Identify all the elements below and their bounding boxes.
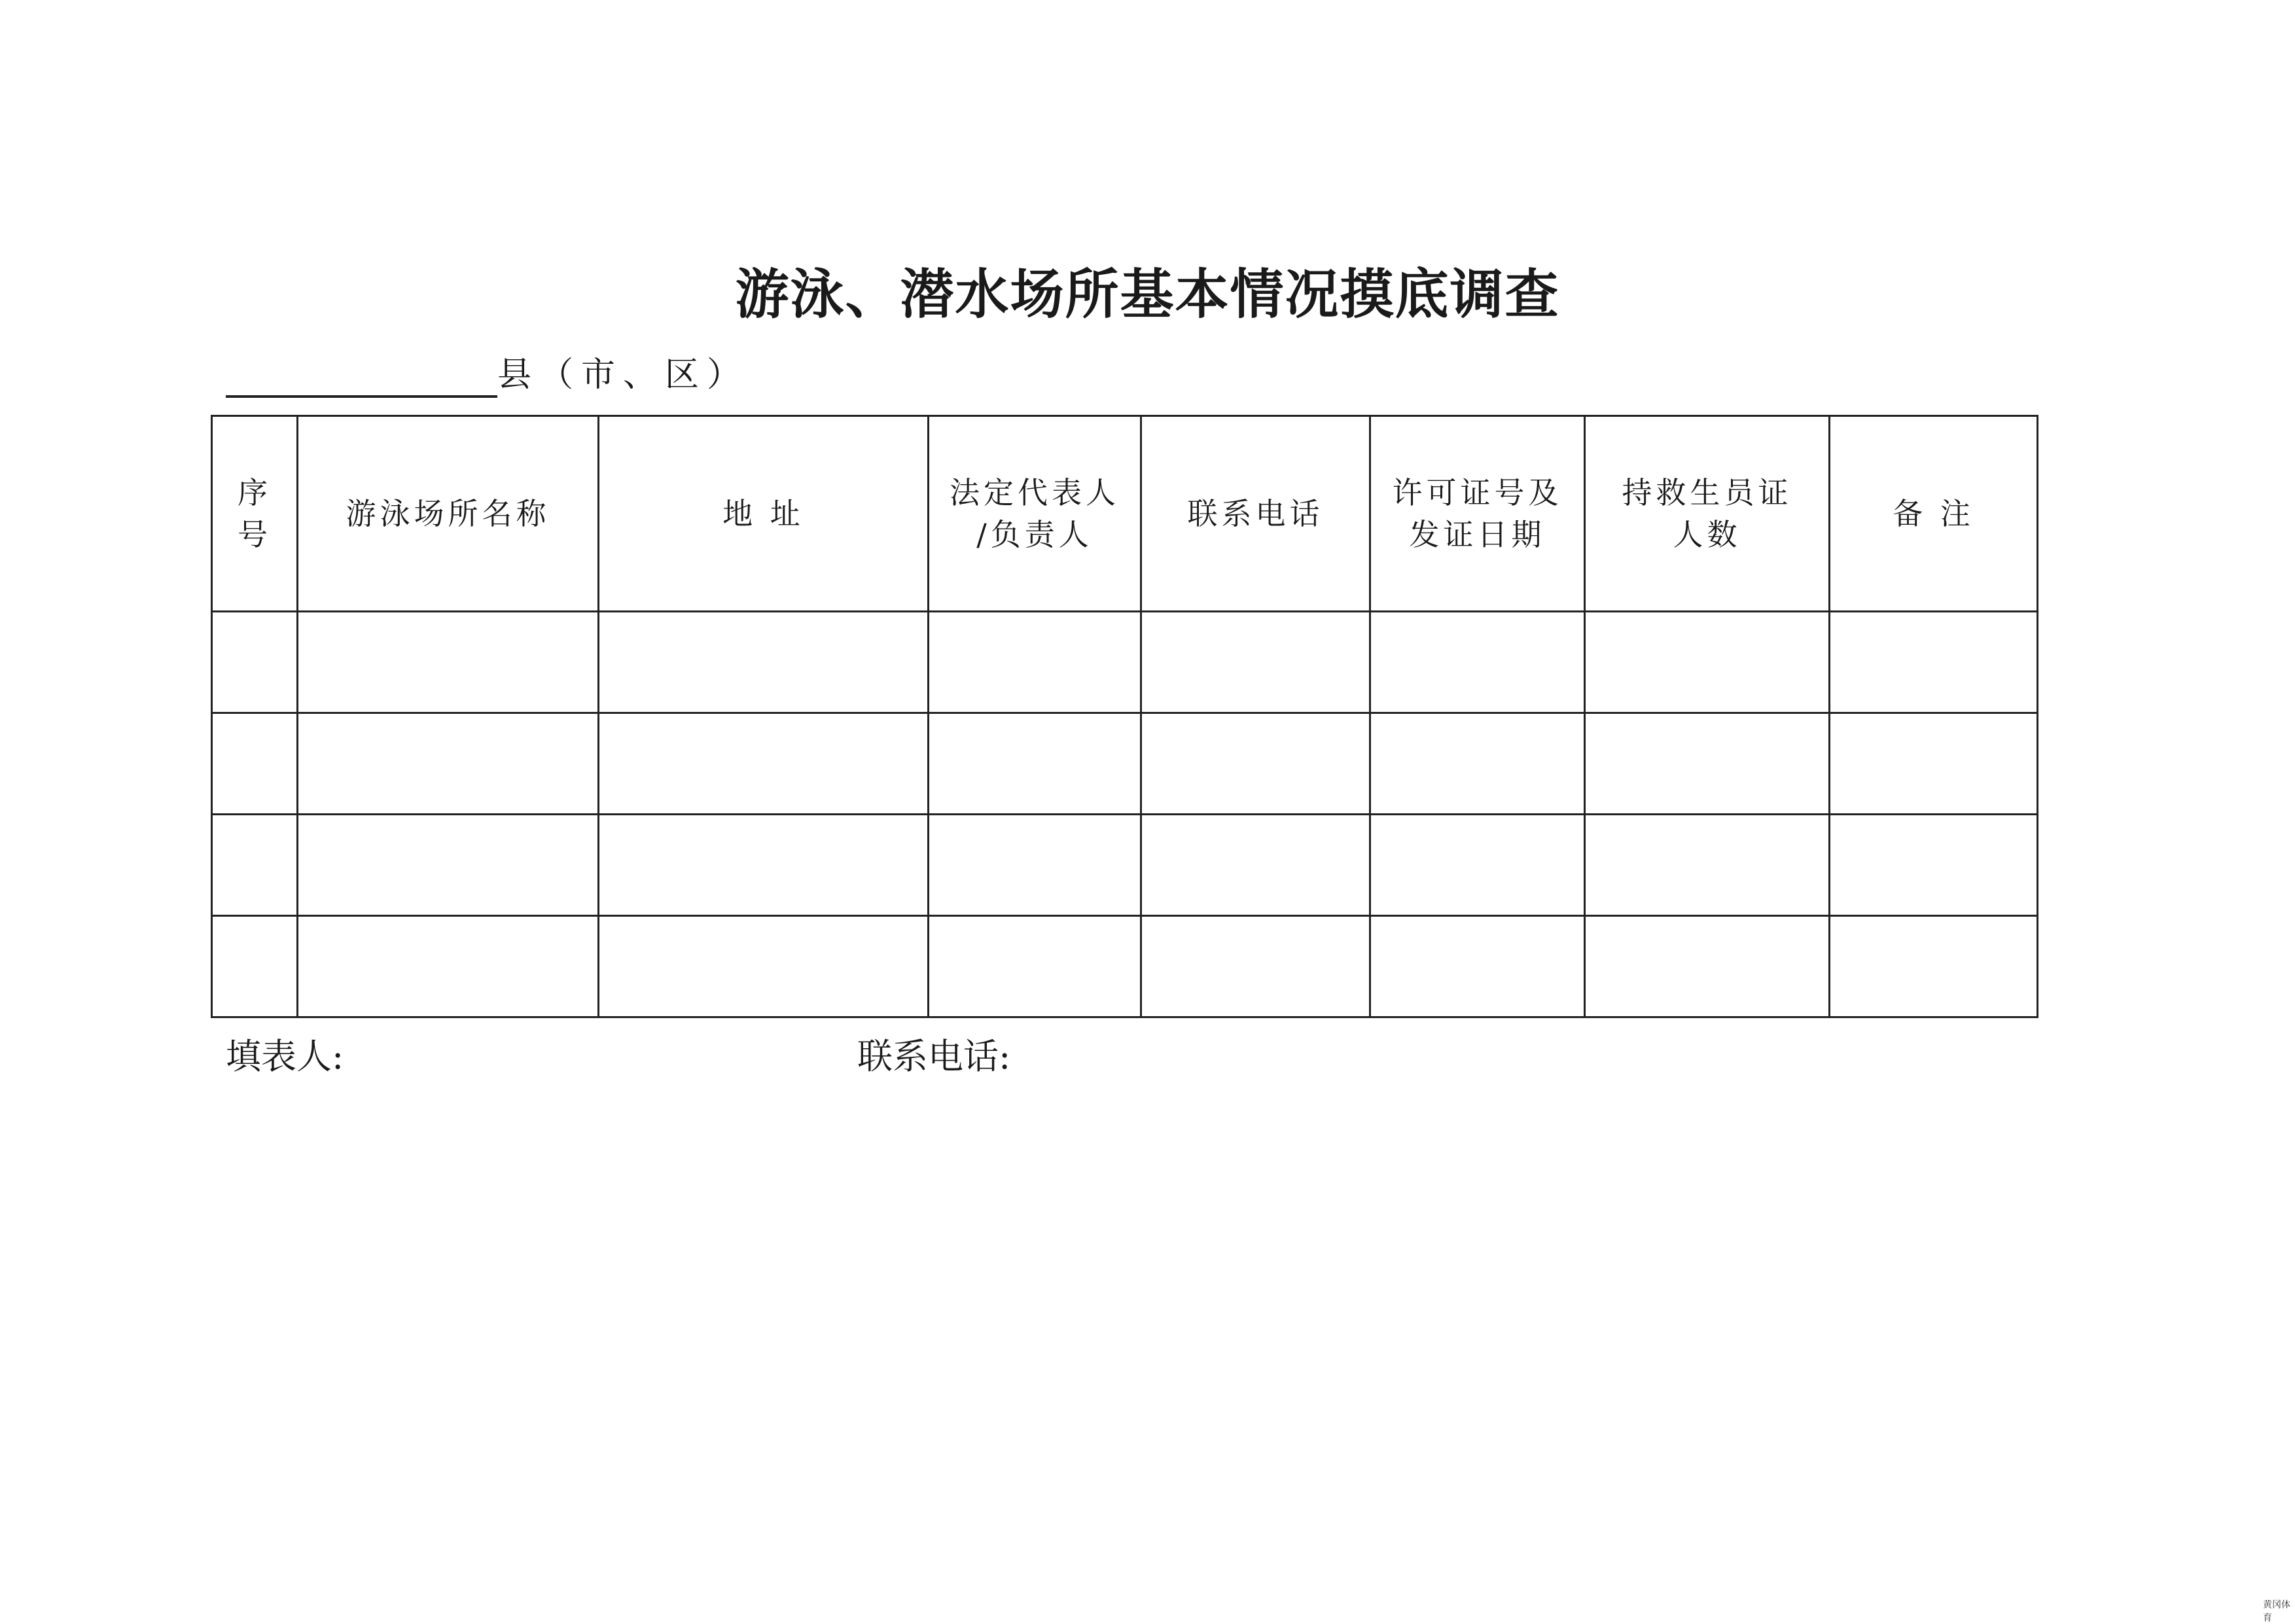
cell-license[interactable]	[1370, 713, 1585, 815]
cell-phone[interactable]	[1141, 815, 1370, 916]
table-row	[212, 612, 2038, 713]
survey-table	[211, 415, 2038, 1018]
county-blank-field[interactable]	[226, 357, 497, 398]
cell-legal-rep[interactable]	[929, 916, 1141, 1017]
table-row	[212, 916, 2038, 1017]
cell-venue-name[interactable]	[298, 713, 599, 815]
cell-venue-name[interactable]	[298, 916, 599, 1017]
cell-seq[interactable]	[212, 815, 298, 916]
corner-watermark: 黄冈体育	[2263, 1600, 2290, 1623]
header-lifeguard-line1: 持救生员证	[1622, 475, 1792, 510]
cell-phone[interactable]	[1141, 713, 1370, 815]
filler-phone-label: 联系电话:	[857, 1036, 1011, 1077]
header-legal-rep	[929, 416, 1141, 612]
cell-venue-name[interactable]	[298, 612, 599, 713]
cell-legal-rep[interactable]	[929, 713, 1141, 815]
cell-remarks[interactable]	[1830, 916, 2038, 1017]
cell-remarks[interactable]	[1830, 612, 2038, 713]
filler-label: 填表人:	[226, 1036, 344, 1077]
header-legal-rep-line2: /负责人	[976, 517, 1093, 552]
page-title: 游泳、潜水场所基本情况摸底调查	[735, 263, 1560, 326]
header-venue-name: 游泳场所名称	[298, 416, 599, 612]
cell-address[interactable]	[599, 713, 929, 815]
cell-remarks[interactable]	[1830, 815, 2038, 916]
cell-legal-rep[interactable]	[929, 612, 1141, 713]
cell-license[interactable]	[1370, 916, 1585, 1017]
header-row	[212, 416, 2038, 612]
cell-lifeguard-count[interactable]	[1585, 612, 1830, 713]
header-seq	[212, 416, 298, 612]
cell-license[interactable]	[1370, 612, 1585, 713]
cell-license[interactable]	[1370, 815, 1585, 916]
header-license-line2: 发证日期	[1409, 517, 1546, 552]
table-row	[212, 713, 2038, 815]
cell-seq[interactable]	[212, 916, 298, 1017]
header-seq-line2: 号	[238, 517, 272, 552]
header-lifeguard-count	[1585, 416, 1830, 612]
cell-address[interactable]	[599, 612, 929, 713]
cell-lifeguard-count[interactable]	[1585, 815, 1830, 916]
header-seq-line1: 序	[238, 475, 272, 510]
header-lifeguard-line2: 人数	[1673, 517, 1741, 552]
cell-lifeguard-count[interactable]	[1585, 916, 1830, 1017]
cell-lifeguard-count[interactable]	[1585, 713, 1830, 815]
cell-seq[interactable]	[212, 713, 298, 815]
cell-phone[interactable]	[1141, 612, 1370, 713]
header-remarks: 备 注	[1830, 416, 2038, 612]
cell-address[interactable]	[599, 916, 929, 1017]
county-line	[226, 352, 749, 398]
cell-seq[interactable]	[212, 612, 298, 713]
cell-legal-rep[interactable]	[929, 815, 1141, 916]
county-label: 县（市、区）	[497, 355, 749, 395]
cell-venue-name[interactable]	[298, 815, 599, 916]
header-address: 地 址	[599, 416, 929, 612]
cell-address[interactable]	[599, 815, 929, 916]
header-phone: 联系电话	[1141, 416, 1370, 612]
header-license	[1370, 416, 1585, 612]
header-license-line1: 许可证号及	[1392, 475, 1563, 510]
header-legal-rep-line1: 法定代表人	[950, 475, 1120, 510]
table-body	[212, 612, 2038, 1017]
table-row	[212, 815, 2038, 916]
cell-remarks[interactable]	[1830, 713, 2038, 815]
cell-phone[interactable]	[1141, 916, 1370, 1017]
